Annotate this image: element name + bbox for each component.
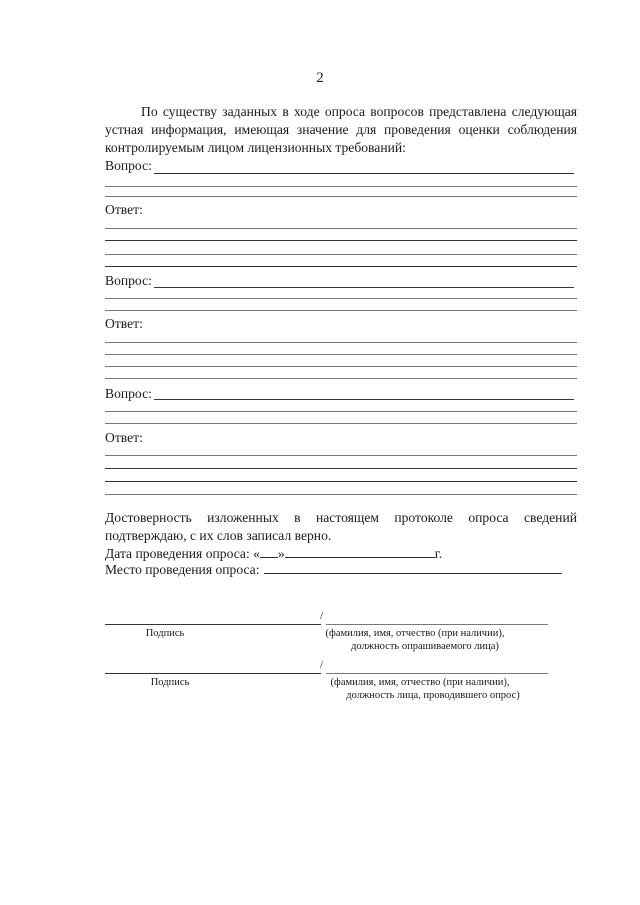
page-number: 2 bbox=[316, 70, 324, 86]
signature-slash-2: / bbox=[320, 659, 324, 671]
question-extra-line[interactable] bbox=[105, 310, 577, 311]
date-year-field[interactable] bbox=[407, 546, 435, 558]
question-label-3: Вопрос: bbox=[105, 386, 152, 401]
answer-line[interactable] bbox=[105, 266, 577, 267]
name-note-2b: должность лица, проводившего опрос) bbox=[346, 690, 520, 701]
signature-caption-2: Подпись bbox=[150, 677, 190, 688]
question-label-1: Вопрос: bbox=[105, 158, 152, 173]
answer-line[interactable] bbox=[105, 342, 577, 343]
signature-slash-1: / bbox=[320, 610, 324, 622]
name-note-2a: (фамилия, имя, отчество (при наличии), bbox=[330, 677, 510, 688]
answer-line[interactable] bbox=[105, 254, 577, 255]
closing-paragraph: Достоверность изложенных в настоящем протоколе опроса сведений подтверждаю, с их слов записал верно. bbox=[105, 510, 577, 543]
answer-line[interactable] bbox=[105, 468, 577, 469]
place-label: Место проведения опроса: bbox=[105, 562, 260, 577]
answer-line[interactable] bbox=[105, 366, 577, 367]
answer-line[interactable] bbox=[105, 378, 577, 379]
answer-line[interactable] bbox=[105, 228, 577, 229]
intro-text: По существу заданных в ходе опроса вопросов представлена следующая устная информация, имеющая значение для проведения оценки соблюдения контролируемым лицом лицензионных требований: bbox=[105, 104, 577, 155]
signature-caption-1: Подпись bbox=[145, 628, 185, 639]
name-note-1a: (фамилия, имя, отчество (при наличии), bbox=[325, 628, 505, 639]
place-field[interactable] bbox=[264, 562, 562, 574]
name-line-1[interactable] bbox=[326, 624, 548, 625]
intro-paragraph bbox=[105, 103, 577, 157]
date-quote-close: » bbox=[277, 546, 285, 561]
answer-line[interactable] bbox=[105, 455, 577, 456]
date-month-field[interactable] bbox=[285, 546, 407, 558]
place-line bbox=[105, 562, 577, 580]
question-label-2: Вопрос: bbox=[105, 273, 152, 288]
date-day-field[interactable] bbox=[260, 546, 278, 558]
answer-line[interactable] bbox=[105, 240, 577, 241]
date-suffix: г. bbox=[434, 546, 443, 561]
name-line-2[interactable] bbox=[326, 673, 548, 674]
answer-line[interactable] bbox=[105, 481, 577, 482]
question-extra-line[interactable] bbox=[105, 423, 577, 424]
name-note-1b: должность опрашиваемого лица) bbox=[351, 641, 499, 652]
question-line-3[interactable] bbox=[154, 399, 574, 400]
answer-line[interactable] bbox=[105, 494, 577, 495]
answer-label-1: Ответ: bbox=[105, 202, 143, 217]
answer-label-2: Ответ: bbox=[105, 316, 143, 331]
signature-line-2[interactable] bbox=[105, 673, 321, 674]
date-label: Дата проведения опроса: « bbox=[105, 546, 260, 561]
question-extra-line[interactable] bbox=[105, 196, 577, 197]
question-line-1[interactable] bbox=[154, 173, 574, 174]
question-extra-line[interactable] bbox=[105, 186, 577, 187]
answer-label-3: Ответ: bbox=[105, 430, 143, 445]
signature-line-1[interactable] bbox=[105, 624, 321, 625]
question-extra-line[interactable] bbox=[105, 298, 577, 299]
question-line-2[interactable] bbox=[154, 287, 574, 288]
answer-line[interactable] bbox=[105, 354, 577, 355]
question-extra-line[interactable] bbox=[105, 411, 577, 412]
